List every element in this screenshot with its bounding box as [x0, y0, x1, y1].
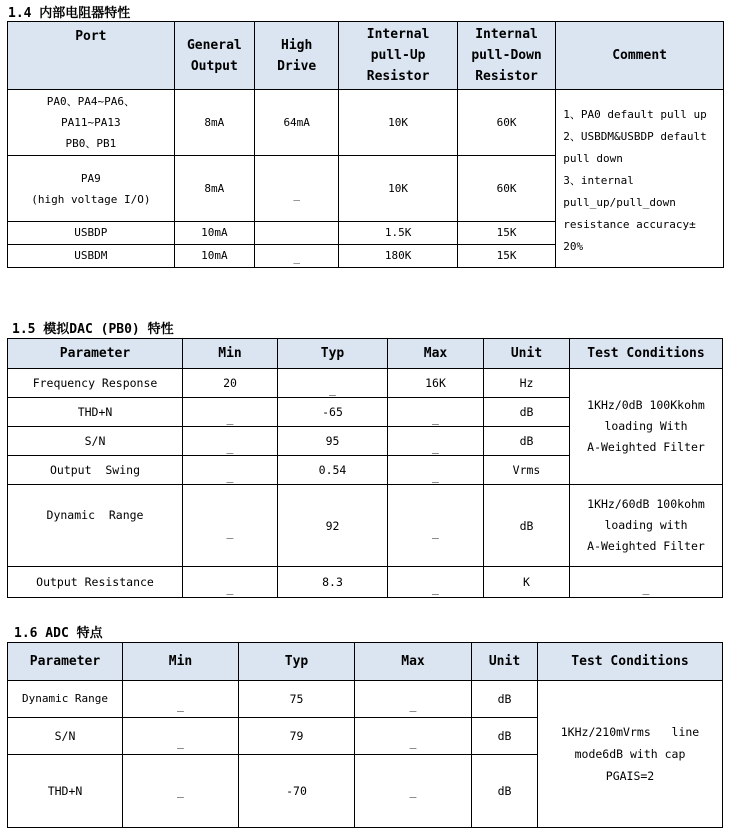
min-cell: _	[183, 485, 278, 567]
port-cell: PA0、PA4~PA6、 PA11~PA13 PB0、PB1	[8, 90, 175, 156]
pull-up-cell: 1.5K	[339, 222, 457, 245]
unit-cell: dB	[484, 398, 570, 427]
table-row	[8, 485, 723, 567]
max-cell: _	[388, 485, 484, 567]
table-row	[8, 369, 723, 398]
min-cell: _	[183, 427, 278, 456]
comment-cell: 1、PA0 default pull up 2、USBDM&USBDP default pull down 3、internal pull_up/pull_down resistance accuracy± 20%	[556, 90, 724, 268]
pull-down-cell: 15K	[457, 245, 555, 268]
header-test-conditions: Test Conditions	[570, 339, 723, 369]
test-conditions-cell: 1KHz/60dB 100kohm loading with A-Weighted Filter	[570, 485, 723, 567]
pull-up-cell: 10K	[339, 90, 457, 156]
parameter-cell: Output Swing	[8, 456, 183, 485]
table-header-row	[8, 22, 724, 90]
typ-cell: 75	[239, 681, 355, 718]
header-typ: Typ	[239, 643, 355, 681]
parameter-cell: THD+N	[8, 398, 183, 427]
unit-cell: Hz	[484, 369, 570, 398]
pull-down-cell: 60K	[457, 156, 555, 222]
unit-cell: dB	[484, 485, 570, 567]
header-comment: Comment	[556, 22, 724, 90]
pull-down-cell: 60K	[457, 90, 555, 156]
header-max: Max	[388, 339, 484, 369]
parameter-cell: S/N	[8, 718, 123, 755]
pull-up-cell: 10K	[339, 156, 457, 222]
dac-table	[7, 338, 723, 598]
port-cell: USBDP	[8, 222, 175, 245]
test-conditions-cell: _	[570, 567, 723, 598]
general-output-cell: 8mA	[174, 156, 254, 222]
unit-cell: Vrms	[484, 456, 570, 485]
unit-cell: dB	[472, 755, 538, 828]
typ-cell: 92	[278, 485, 388, 567]
max-cell: _	[388, 398, 484, 427]
table-row	[8, 681, 723, 718]
section-1-4-title: 1.4 内部电阻器特性	[8, 6, 131, 21]
header-test-conditions: Test Conditions	[538, 643, 723, 681]
min-cell: 20	[183, 369, 278, 398]
max-cell: _	[388, 427, 484, 456]
parameter-cell: Dynamic Range	[8, 681, 123, 718]
test-conditions-cell: 1KHz/210mVrms line mode6dB with cap PGAIS=2	[538, 681, 723, 828]
max-cell: _	[388, 567, 484, 598]
unit-cell: K	[484, 567, 570, 598]
pull-down-cell: 15K	[457, 222, 555, 245]
high-drive-cell	[255, 222, 339, 245]
header-unit: Unit	[472, 643, 538, 681]
high-drive-cell: 64mA	[255, 90, 339, 156]
header-general-output: General Output	[174, 22, 254, 90]
header-max: Max	[355, 643, 472, 681]
header-parameter: Parameter	[8, 339, 183, 369]
typ-cell: -70	[239, 755, 355, 828]
unit-cell: dB	[472, 718, 538, 755]
min-cell: _	[183, 456, 278, 485]
header-pull-down: Internal pull-Down Resistor	[457, 22, 555, 90]
unit-cell: dB	[472, 681, 538, 718]
parameter-cell: S/N	[8, 427, 183, 456]
table-row	[8, 567, 723, 598]
general-output-cell: 8mA	[174, 90, 254, 156]
max-cell: _	[388, 456, 484, 485]
max-cell: 16K	[388, 369, 484, 398]
adc-table	[7, 642, 723, 828]
general-output-cell: 10mA	[174, 222, 254, 245]
header-parameter: Parameter	[8, 643, 123, 681]
parameter-cell: Output Resistance	[8, 567, 183, 598]
parameter-cell: Frequency Response	[8, 369, 183, 398]
typ-cell: -65	[278, 398, 388, 427]
general-output-cell: 10mA	[174, 245, 254, 268]
header-min: Min	[123, 643, 239, 681]
typ-cell: 95	[278, 427, 388, 456]
min-cell: _	[123, 755, 239, 828]
section-1-6-title: 1.6 ADC 特点	[14, 626, 103, 641]
internal-resistor-table	[7, 21, 724, 268]
max-cell: _	[355, 681, 472, 718]
min-cell: _	[123, 718, 239, 755]
min-cell: _	[183, 567, 278, 598]
typ-cell: 0.54	[278, 456, 388, 485]
header-min: Min	[183, 339, 278, 369]
typ-cell: 79	[239, 718, 355, 755]
port-cell: USBDM	[8, 245, 175, 268]
section-1-5-title: 1.5 模拟DAC (PB0) 特性	[12, 322, 174, 337]
high-drive-cell: _	[255, 245, 339, 268]
max-cell: _	[355, 755, 472, 828]
header-pull-up: Internal pull-Up Resistor	[339, 22, 457, 90]
parameter-cell: THD+N	[8, 755, 123, 828]
typ-cell: _	[278, 369, 388, 398]
high-drive-cell: _	[255, 156, 339, 222]
max-cell: _	[355, 718, 472, 755]
min-cell: _	[123, 681, 239, 718]
unit-cell: dB	[484, 427, 570, 456]
table-header-row	[8, 643, 723, 681]
header-unit: Unit	[484, 339, 570, 369]
header-port: Port	[8, 22, 175, 90]
parameter-cell: Dynamic Range	[8, 485, 183, 567]
min-cell: _	[183, 398, 278, 427]
table-header-row	[8, 339, 723, 369]
header-typ: Typ	[278, 339, 388, 369]
test-conditions-cell: 1KHz/0dB 100Kkohm loading With A-Weighted Filter	[570, 369, 723, 485]
header-high-drive: High Drive	[255, 22, 339, 90]
port-cell: PA9 (high voltage I/O)	[8, 156, 175, 222]
table-row	[8, 90, 724, 156]
typ-cell: 8.3	[278, 567, 388, 598]
pull-up-cell: 180K	[339, 245, 457, 268]
